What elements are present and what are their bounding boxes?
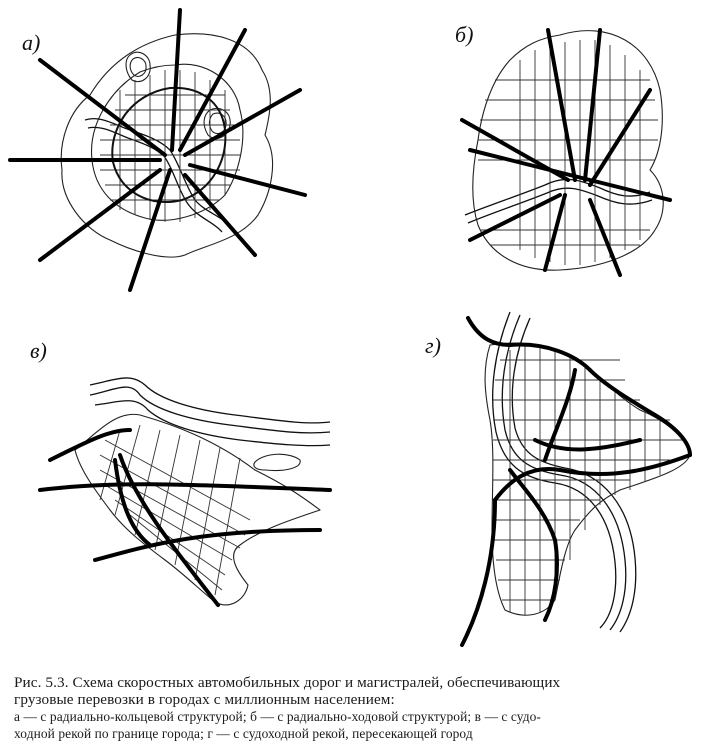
panel-v-island: [254, 454, 300, 470]
panel-v-river-bank-1: [90, 387, 330, 433]
panel-a-radial-highways: [10, 10, 305, 290]
panel-v-street-grid: [100, 425, 250, 595]
caption-line-2: грузовые перевозки в городах с миллионным населением:: [14, 691, 395, 708]
panel-v-diagram: [40, 378, 330, 605]
panel-b-street-grid: [478, 40, 658, 265]
panel-a-label: а): [22, 30, 41, 55]
caption-line-4: ходной рекой по границе города; г — с судоходной рекой, пересекающей город: [14, 726, 473, 741]
caption-line-1: Рис. 5.3. Схема скоростных автомобильных дорог и магистралей, обеспечивающих: [14, 674, 561, 691]
panel-g-highways: [462, 318, 690, 645]
caption-line-3: а — с радиально-кольцевой структурой; б — с радиально-ходовой структурой; в — с судо-: [14, 709, 541, 724]
panel-v-river-bank-3: [95, 401, 330, 446]
panel-g-diagram: [462, 312, 690, 645]
panel-a-city-boundary: [61, 34, 272, 257]
panel-v-label: в): [30, 338, 47, 363]
panel-b-label: б): [455, 22, 474, 47]
panel-g-label: г): [425, 333, 441, 358]
panel-a-diagram: [10, 10, 305, 290]
panel-g-street-grid: [493, 345, 685, 615]
figure-caption: [14, 674, 698, 742]
panel-b-diagram: [462, 30, 670, 275]
panel-b-chord-highways: [462, 30, 670, 275]
